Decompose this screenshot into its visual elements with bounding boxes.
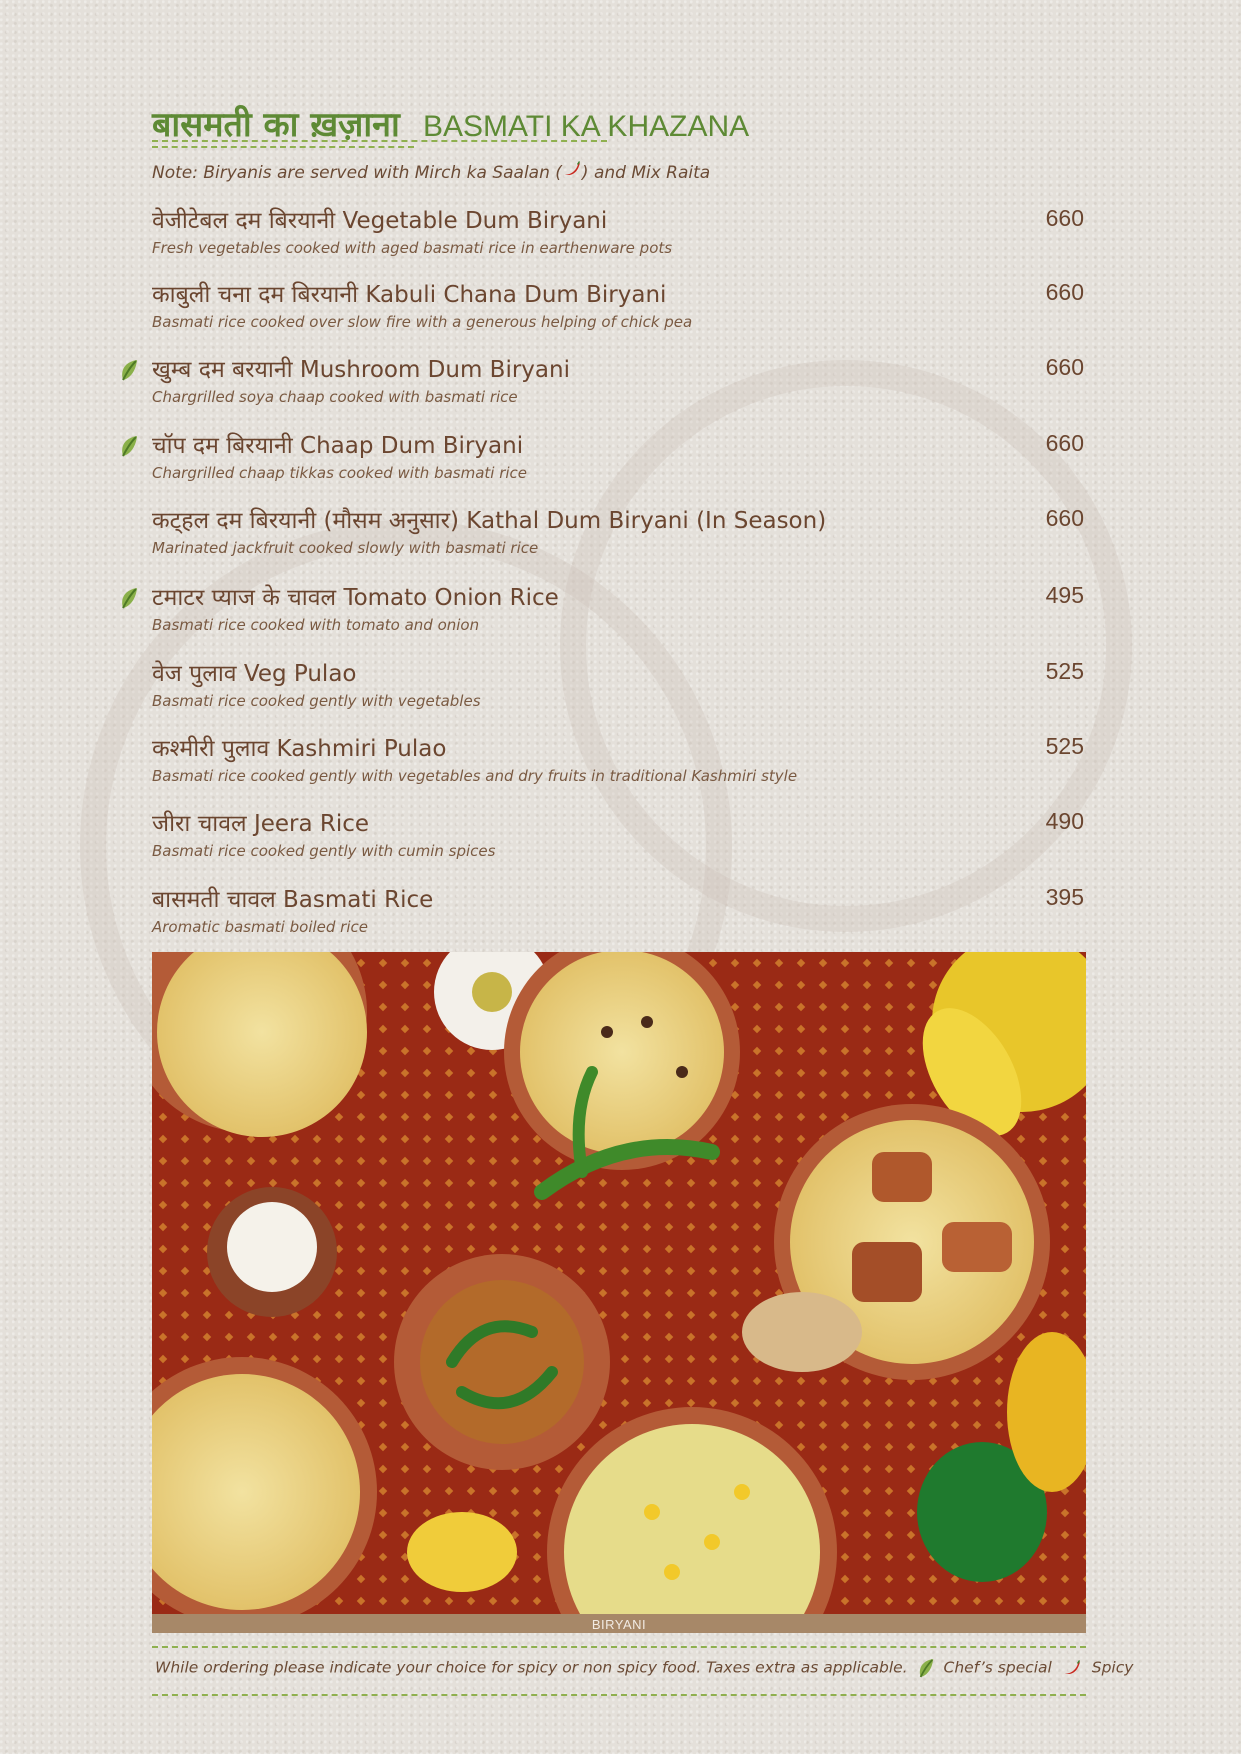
menu-item-description: Chargrilled chaap tikkas cooked with basmati rice <box>152 464 528 482</box>
menu-item-description: Fresh vegetables cooked with aged basmati rice in earthenware pots <box>152 239 673 257</box>
menu-item <box>152 352 1084 406</box>
menu-item-price: 525 <box>1045 733 1084 759</box>
menu-item-name: वेज पुलाव Veg Pulao <box>152 661 357 687</box>
footer-spicy-label: Spicy <box>1091 1658 1134 1677</box>
leaf-icon <box>119 358 139 382</box>
menu-item-name: जीरा चावल Jeera Rice <box>152 811 370 837</box>
menu-item-price: 395 <box>1045 884 1084 910</box>
menu-item <box>152 277 1084 331</box>
menu-item-price: 495 <box>1045 582 1084 608</box>
menu-item-description: Basmati rice cooked gently with vegetables <box>152 692 481 710</box>
menu-item-price: 660 <box>1045 430 1084 456</box>
menu-item <box>152 656 1084 710</box>
menu-item-price: 490 <box>1045 808 1084 834</box>
menu-item <box>152 203 1084 257</box>
chili-icon <box>1061 1659 1083 1677</box>
menu-item <box>152 503 1084 557</box>
menu-item-name: काबुली चना दम बिरयानी Kabuli Chana Dum Biryani <box>152 282 667 308</box>
menu-item-description: Basmati rice cooked over slow fire with a generous helping of chick pea <box>152 313 693 331</box>
footer-divider-bottom <box>152 1694 1086 1696</box>
footer-divider-top <box>152 1646 1086 1648</box>
title-divider <box>152 140 607 142</box>
menu-item-name: खुम्ब दम बरयानी Mushroom Dum Biryani <box>152 357 570 383</box>
menu-item-description: Aromatic basmati boiled rice <box>152 918 368 936</box>
menu-item-description: Basmati rice cooked gently with vegetables and dry fruits in traditional Kashmiri style <box>152 767 798 785</box>
menu-item <box>152 806 1084 860</box>
menu-item-name: वेजीटेबल दम बिरयानी Vegetable Dum Biryani <box>152 208 608 234</box>
leaf-icon <box>119 434 139 458</box>
leaf-icon <box>119 586 139 610</box>
menu-item-name: टमाटर प्याज के चावल Tomato Onion Rice <box>152 585 559 611</box>
menu-item-name: कट्हल दम बिरयानी (मौसम अनुसार) Kathal Dum Biryani (In Season) <box>152 508 827 534</box>
menu-item-name: कश्मीरी पुलाव Kashmiri Pulao <box>152 736 447 762</box>
menu-item <box>152 882 1084 936</box>
serving-note <box>152 160 710 183</box>
biryani-photo <box>152 952 1086 1614</box>
title-divider <box>152 146 414 148</box>
menu-item-description: Basmati rice cooked with tomato and onion <box>152 616 480 634</box>
footer-chef-label: Chef’s special <box>943 1658 1052 1677</box>
menu-item-name: चॉप दम बिरयानी Chaap Dum Biryani <box>152 433 524 459</box>
menu-item-description: Chargrilled soya chaap cooked with basmati rice <box>152 388 518 406</box>
note-text-after: ) and Mix Raita <box>581 163 711 183</box>
menu-item-price: 660 <box>1045 505 1084 531</box>
photo-caption-bar <box>152 1614 1086 1633</box>
menu-item <box>152 428 1084 482</box>
menu-item <box>152 731 1084 785</box>
menu-item-price: 525 <box>1045 658 1084 684</box>
menu-item-name: बासमती चावल Basmati Rice <box>152 887 434 913</box>
photo-caption: BIRYANI <box>591 1617 647 1632</box>
section-title-english: BASMATI KA KHAZANA <box>422 110 750 143</box>
footer-text: While ordering please indicate your choice for spicy or non spicy food. Taxes extra as applicable. <box>155 1658 908 1677</box>
menu-item-description: Marinated jackfruit cooked slowly with basmati rice <box>152 539 539 557</box>
leaf-icon <box>917 1657 935 1679</box>
footer-note <box>155 1657 1134 1679</box>
note-text-before: Note: Biryanis are served with Mirch ka Saalan ( <box>152 163 562 183</box>
menu-item-price: 660 <box>1045 354 1084 380</box>
menu-item <box>152 580 1084 634</box>
menu-item-description: Basmati rice cooked gently with cumin spices <box>152 842 496 860</box>
menu-item-price: 660 <box>1045 279 1084 305</box>
section-title-hindi: बासमती का ख़ज़ाना <box>152 105 400 145</box>
menu-item-price: 660 <box>1045 205 1084 231</box>
chili-icon <box>562 160 582 183</box>
